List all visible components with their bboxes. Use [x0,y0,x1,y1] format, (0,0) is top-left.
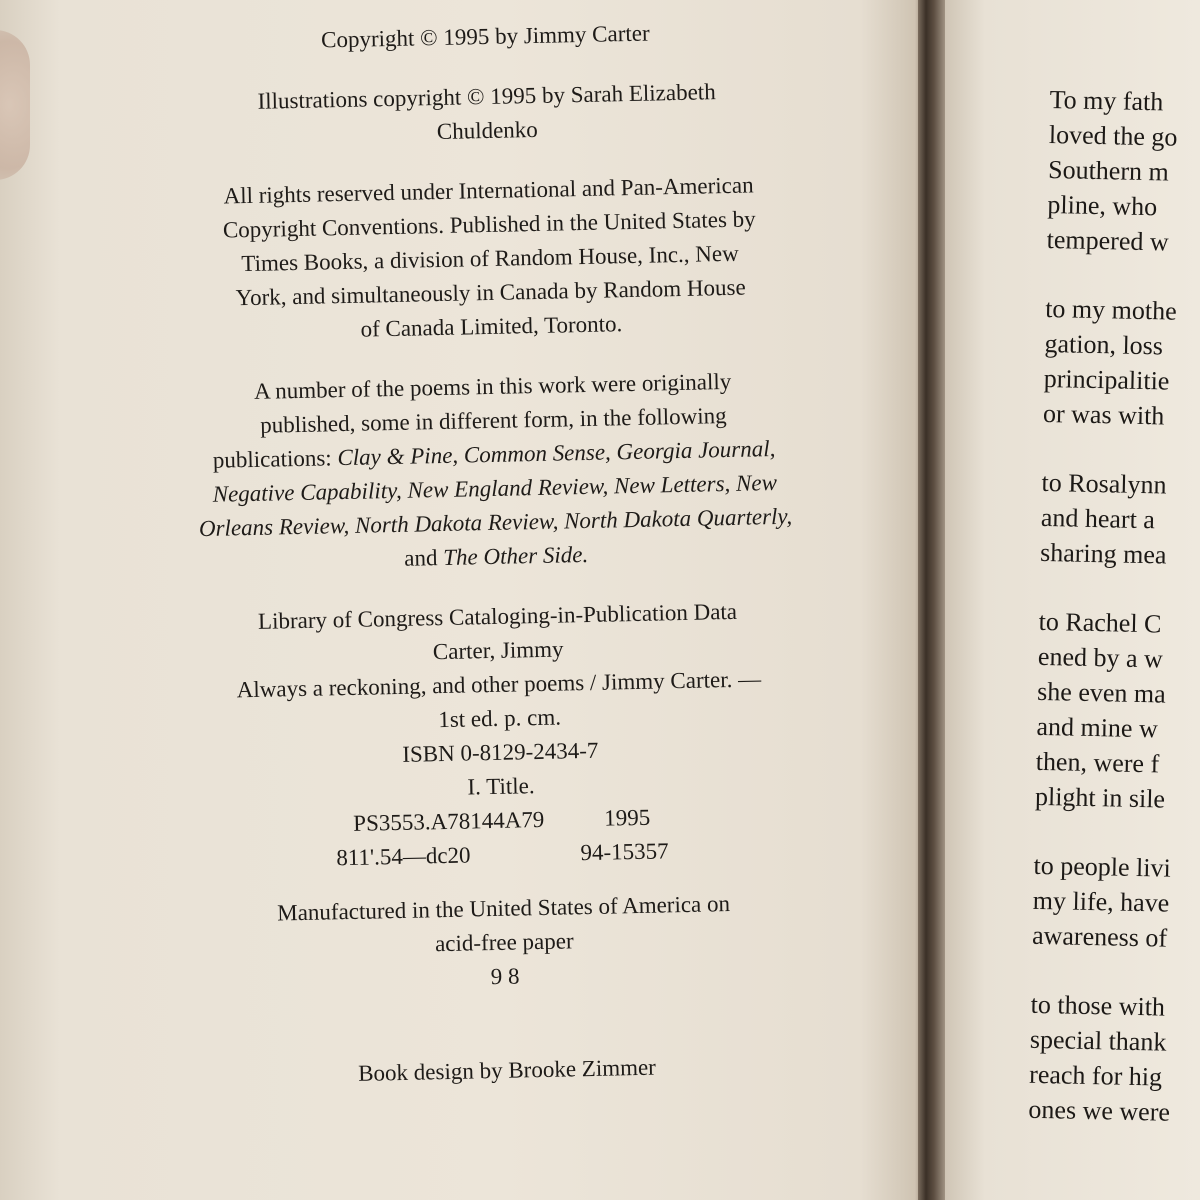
cip-call-number: PS3553.A78144A79 [353,806,545,836]
rights-line: All rights reserved under International and Pan-American [223,172,754,209]
dedication-line: and mine w [1036,711,1159,744]
dedication-line: to my mothe [1044,293,1177,326]
dedication-line: To my fath [1049,84,1164,117]
rights-line: Times Books, a division of Random House, Inc., New [241,240,739,277]
dedication-line: she even ma [1036,676,1167,709]
cip-call-year: 1995 [604,804,651,831]
dedication-line: awareness of [1031,920,1168,953]
poems-note-line: A number of the poems in this work were originally [253,368,732,404]
rights-line: Copyright Conventions. Published in the United States by [222,206,756,243]
dedication-line: to people livi [1033,850,1172,883]
manufactured-line-1: Manufactured in the United States of America on [276,891,731,926]
dedication-line: principalitie [1043,363,1170,396]
dedication-line: reach for hig [1028,1059,1163,1092]
dedication-line: loved the go [1048,119,1178,152]
book-gutter [918,0,948,1200]
dedication-line: Southern m [1047,154,1170,187]
dedication-line: my life, have [1032,885,1170,918]
dedication-line: to Rachel C [1038,606,1162,639]
rights-line: York, and simultaneously in Canada by Random House [235,274,746,311]
dedication-line: ened by a w [1037,641,1164,674]
cip-title: Always a reckoning, and other poems / Jimmy Carter. — [236,666,762,703]
dedication-line: gation, loss [1044,328,1164,361]
illustrations-line-2: Chuldenko [436,116,539,145]
publications-prefix: publications: [212,445,338,473]
copyright-line: Copyright © 1995 by Jimmy Carter [320,20,650,53]
publication-titles: Clay & Pine, Common Sense, Georgia Journal, [337,436,776,471]
dedication-line: special thank [1029,1024,1167,1057]
printing-numbers: 9 8 [490,963,520,990]
cip-lccn: 94-15357 [580,838,669,866]
cip-dewey: 811'.54—dc20 [336,842,471,871]
cip-author: Carter, Jimmy [432,636,564,665]
dedication-line: to Rosalynn [1041,467,1167,500]
cip-heading: Library of Congress Cataloging-in-Publication Data [257,598,738,634]
copyright-text-block [160,13,832,1094]
publication-titles: Negative Capability, New England Review, New Letters, New [212,469,778,507]
publications-and: and [403,544,444,571]
dedication-line: sharing mea [1039,537,1167,570]
thumb-shadow [0,30,30,180]
book-design-credit: Book design by Brooke Zimmer [357,1054,657,1086]
cip-isbn: ISBN 0-8129-2434-7 [402,737,599,767]
dedication-line: to those with [1030,989,1166,1022]
manufactured-line-2: acid-free paper [434,928,574,957]
dedication-line: pline, who [1047,189,1158,222]
cip-edition: 1st ed. p. cm. [438,704,562,733]
illustrations-line-1: Illustrations copyright © 1995 by Sarah Elizabeth [257,79,716,114]
publication-titles: Orleans Review, North Dakota Review, North Dakota Quarterly, [198,503,793,542]
rights-line: of Canada Limited, Toronto. [360,311,623,342]
cip-subject: I. Title. [467,773,535,800]
publication-titles: The Other Side. [442,541,589,570]
dedication-line: tempered w [1046,224,1169,257]
dedication-line: ones we were [1028,1094,1171,1127]
dedication-line: then, were f [1035,746,1160,779]
dedication-line: plight in sile [1034,781,1166,814]
dedication-line: and heart a [1040,502,1156,535]
dedication-line: or was with [1042,398,1165,431]
poems-note-line: published, some in different form, in the following [259,403,727,438]
dedication-text-block [1028,82,1200,1133]
